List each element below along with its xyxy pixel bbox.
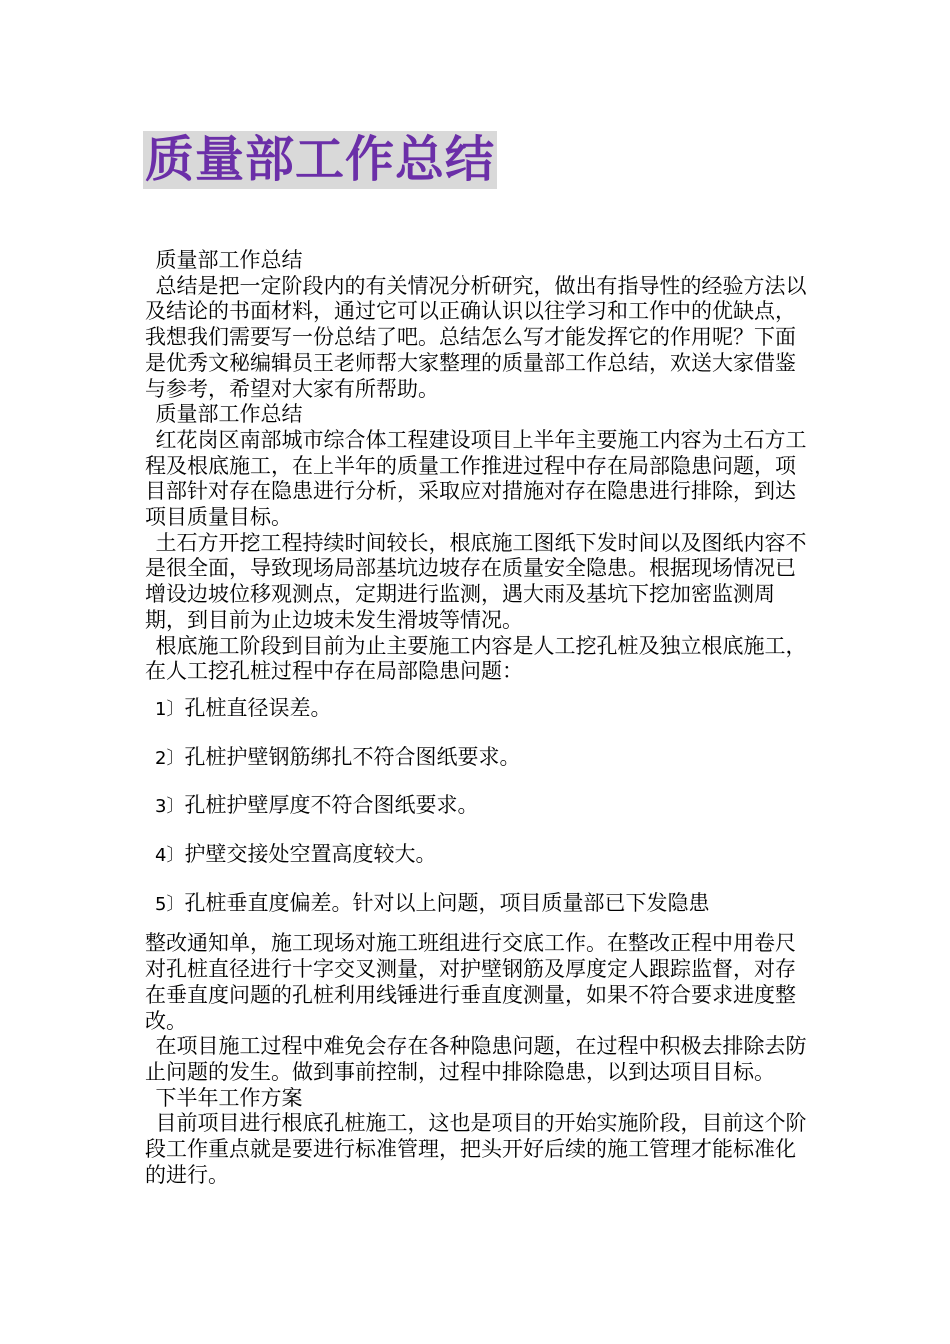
- paragraph-foundation: 根底施工阶段到目前为止主要施工内容是人工挖孔桩及独立根底施工，在人工挖孔桩过程中存在局部隐患问题：: [145, 633, 807, 684]
- page-title: 质量部工作总结: [145, 131, 496, 188]
- subtitle-summary-2: 质量部工作总结: [155, 402, 303, 427]
- paragraph-earthwork: 土石方开挖工程持续时间较长，根底施工图纸下发时间以及图纸内容不是很全面，导致现场局部基坑边坡存在质量安全隐患。根据现场情况已增设边坡位移观测点，定期进行监测，遇大雨及基坑下挖加密监测周期，到目前为止边坡未发生滑坡等情况。: [145, 530, 807, 632]
- paragraph-control: 在项目施工过程中难免会存在各种隐患问题，在过程中积极去排除去防止问题的发生。做到事前控制，过程中排除隐患，以到达项目目标。: [145, 1034, 807, 1084]
- paragraph-rectification: 整改通知单，施工现场对施工班组进行交底工作。在整改正程中用卷尺对孔桩直径进行十字交叉测量，对护壁钢筋及厚度定人跟踪监督，对存在垂直度问题的孔桩利用线锤进行垂直度测量，如果不符合要求进度整改。: [145, 931, 796, 1033]
- subtitle-plan: 下半年工作方案: [155, 1085, 303, 1110]
- list-item: 1〕孔桩直径误差。: [155, 695, 332, 720]
- issue-list: [145, 696, 810, 918]
- subtitle-summary: 质量部工作总结: [155, 248, 303, 272]
- paragraph-first-half: 红花岗区南部城市综合体工程建设项目上半年主要施工内容为土石方工程及根底施工，在上半年的质量工作推进过程中存在局部隐患问题，项目部针对存在隐患进行分析，采取应对措施对存在隐患进行排除，到达项目质量目标。: [145, 427, 807, 530]
- title-highlight: [143, 131, 497, 189]
- list-item: 4〕护壁交接处空置高度较大。: [155, 842, 437, 867]
- intro-paragraph: 总结是把一定阶段内的有关情况分析研究，做出有指导性的经验方法以及结论的书面材料，通过它可以正确认识以往学习和工作中的优缺点，我想我们需要写一份总结了吧。总结怎么写才能发挥它的作用呢？下面是优秀文秘编辑员王老师帮大家整理的质量部工作总结，欢送大家借鉴与参考，希望对大家有所帮助。: [145, 273, 807, 401]
- list-item: 3〕孔桩护壁厚度不符合图纸要求。: [155, 793, 479, 818]
- list-item: 5〕孔桩垂直度偏差。针对以上问题，项目质量部已下发隐患: [155, 890, 710, 915]
- paragraph-plan: 目前项目进行根底孔桩施工，这也是项目的开始实施阶段，目前这个阶段工作重点就是要进行标准管理，把头开好后续的施工管理才能标准化的进行。: [145, 1111, 807, 1187]
- document-body: [145, 248, 810, 1189]
- list-item: 2〕孔桩护壁钢筋绑扎不符合图纸要求。: [155, 744, 521, 769]
